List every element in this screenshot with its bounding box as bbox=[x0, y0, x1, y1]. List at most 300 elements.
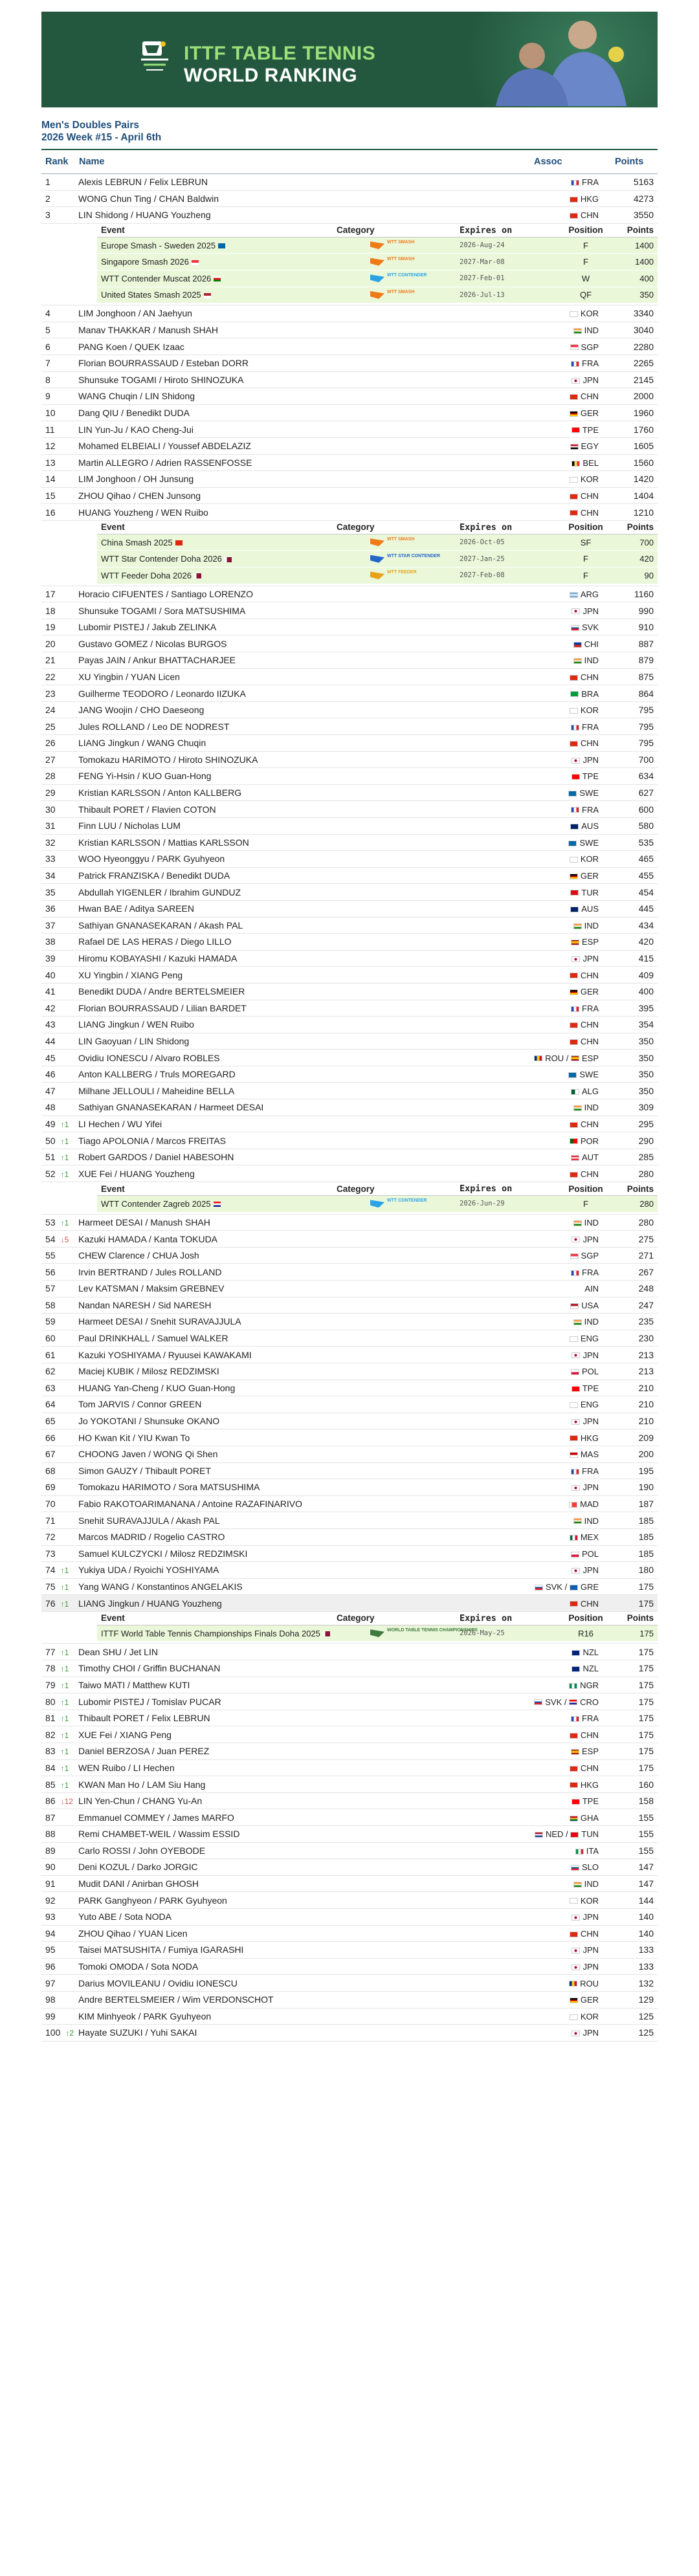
assoc-code: MAS bbox=[580, 1449, 599, 1460]
rank-cell bbox=[41, 884, 78, 901]
pair-name[interactable]: Harmeet DESAI / Manush SHAH bbox=[78, 1214, 533, 1231]
assoc-cell bbox=[533, 1000, 614, 1017]
table-row[interactable] bbox=[41, 934, 658, 951]
name-column-header[interactable]: Name bbox=[78, 150, 533, 174]
pair-name[interactable]: Irvin BERTRAND / Jules ROLLAND bbox=[78, 1264, 533, 1281]
table-row[interactable] bbox=[41, 983, 658, 1000]
rank-value: 72 bbox=[45, 1532, 56, 1543]
pair-name[interactable]: Lubomir PISTEJ / Tomislav PUCAR bbox=[78, 1693, 533, 1710]
country-flag-icon bbox=[570, 494, 578, 500]
rank-value: 63 bbox=[45, 1382, 56, 1393]
assoc-cell bbox=[533, 487, 614, 504]
table-row[interactable] bbox=[41, 668, 658, 685]
table-row[interactable] bbox=[41, 1859, 658, 1876]
pair-name[interactable]: Fabio RAKOTOARIMANANA / Antoine RAZAFINARIVO bbox=[78, 1495, 533, 1512]
pair-name[interactable]: Yuto ABE / Sota NODA bbox=[78, 1908, 533, 1925]
assoc-cell bbox=[533, 751, 614, 768]
table-row[interactable] bbox=[41, 1380, 658, 1396]
pair-name[interactable]: WEN Ruibo / LI Hechen bbox=[78, 1759, 533, 1776]
country-flag-icon bbox=[571, 1419, 580, 1425]
rank-value: 36 bbox=[45, 903, 56, 914]
table-row[interactable] bbox=[41, 1958, 658, 1975]
table-row[interactable] bbox=[41, 2025, 658, 2042]
table-row[interactable] bbox=[41, 1660, 658, 1677]
pair-name[interactable]: Kristian KARLSSON / Anton KALLBERG bbox=[78, 784, 533, 801]
pair-name[interactable]: HUANG Yan-Cheng / KUO Guan-Hong bbox=[78, 1380, 533, 1396]
pair-name[interactable]: Mohamed ELBEIALI / Youssef ABDELAZIZ bbox=[78, 437, 533, 454]
pair-name[interactable]: Abdullah YIGENLER / Ibrahim GUNDUZ bbox=[78, 884, 533, 901]
pair-name[interactable]: Kazuki HAMADA / Kanta TOKUDA bbox=[78, 1231, 533, 1248]
table-row[interactable] bbox=[41, 817, 658, 834]
rank-cell bbox=[41, 1776, 78, 1793]
pair-name[interactable]: XU Yingbin / YUAN Licen bbox=[78, 668, 533, 685]
table-row[interactable] bbox=[41, 1247, 658, 1264]
assoc-cell bbox=[533, 338, 614, 355]
country-flag-icon bbox=[570, 444, 579, 450]
pair-name[interactable]: Ovidiu IONESCU / Alvaro ROBLES bbox=[78, 1050, 533, 1066]
table-row[interactable] bbox=[41, 1644, 658, 1660]
rank-cell bbox=[41, 2025, 78, 2042]
country-flag-icon bbox=[535, 1832, 543, 1838]
pair-name[interactable]: Snehit SURAVAJJULA / Akash PAL bbox=[78, 1512, 533, 1529]
pair-name[interactable]: Kazuki YOSHIYAMA / Ryuusei KAWAKAMI bbox=[78, 1347, 533, 1363]
country-flag-icon bbox=[571, 1799, 580, 1805]
assoc-cell bbox=[533, 1710, 614, 1726]
pair-name[interactable]: Thibault PORET / Flavien COTON bbox=[78, 801, 533, 818]
table-row[interactable] bbox=[41, 1743, 658, 1760]
table-row[interactable] bbox=[41, 1479, 658, 1496]
assoc-code: ITA bbox=[586, 1845, 599, 1856]
rank-value: 41 bbox=[45, 986, 56, 997]
pair-name[interactable]: Thibault PORET / Felix LEBRUN bbox=[78, 1710, 533, 1726]
table-row[interactable] bbox=[41, 1000, 658, 1017]
table-row[interactable] bbox=[41, 454, 658, 471]
rank-cell bbox=[41, 801, 78, 818]
table-row[interactable] bbox=[41, 1792, 658, 1809]
table-row[interactable] bbox=[41, 1066, 658, 1083]
pair-name[interactable]: HO Kwan Kit / YIU Kwan To bbox=[78, 1429, 533, 1446]
pair-name[interactable]: XUE Fei / XIANG Peng bbox=[78, 1726, 533, 1743]
points-cell: 175 bbox=[614, 1759, 658, 1776]
pair-name[interactable]: Alexis LEBRUN / Felix LEBRUN bbox=[78, 174, 533, 191]
position-column-header: Position bbox=[557, 1182, 615, 1196]
table-row[interactable] bbox=[41, 1726, 658, 1743]
assoc-code: KOR bbox=[580, 1895, 599, 1906]
event-category-cell bbox=[337, 254, 460, 270]
pair-name[interactable]: LIN Yun-Ju / KAO Cheng-Jui bbox=[78, 421, 533, 438]
table-row[interactable] bbox=[41, 1314, 658, 1330]
pair-name[interactable]: Yukiya UDA / Ryoichi YOSHIYAMA bbox=[78, 1562, 533, 1579]
assoc-cell bbox=[533, 983, 614, 1000]
table-row[interactable] bbox=[41, 1495, 658, 1512]
pair-name[interactable]: Sathiyan GNANASEKARAN / Akash PAL bbox=[78, 917, 533, 934]
pair-name[interactable]: Jules ROLLAND / Leo DE NODREST bbox=[78, 718, 533, 735]
assoc-column-header[interactable]: Assoc bbox=[533, 150, 614, 174]
pair-name[interactable]: Nandan NARESH / Sid NARESH bbox=[78, 1297, 533, 1314]
event-name[interactable]: WTT Contender Zagreb 2025 bbox=[101, 1198, 211, 1209]
pair-name[interactable]: Hayate SUZUKI / Yuhi SAKAI bbox=[78, 2025, 533, 2042]
table-row[interactable] bbox=[41, 1264, 658, 1281]
pair-name[interactable]: Hiromu KOBAYASHI / Kazuki HAMADA bbox=[78, 950, 533, 967]
points-cell: 700 bbox=[614, 751, 658, 768]
event-row[interactable] bbox=[97, 237, 658, 254]
pair-name[interactable]: Patrick FRANZISKA / Benedikt DUDA bbox=[78, 867, 533, 884]
table-row[interactable] bbox=[41, 190, 658, 207]
table-row[interactable] bbox=[41, 851, 658, 868]
pair-name[interactable]: WOO Hyeonggyu / PARK Gyuhyeon bbox=[78, 851, 533, 868]
table-row[interactable] bbox=[41, 735, 658, 752]
table-row[interactable] bbox=[41, 2008, 658, 2025]
rank-value: 1 bbox=[45, 177, 50, 188]
event-row[interactable] bbox=[97, 254, 658, 270]
table-row[interactable] bbox=[41, 1809, 658, 1826]
table-row[interactable] bbox=[41, 1842, 658, 1859]
event-name[interactable]: United States Smash 2025 bbox=[101, 290, 201, 300]
table-row[interactable] bbox=[41, 1281, 658, 1297]
rank-cell bbox=[41, 207, 78, 224]
assoc-code: BEL bbox=[582, 457, 599, 468]
table-row[interactable] bbox=[41, 1149, 658, 1165]
pair-name[interactable]: Carlo ROSSI / John OYEBODE bbox=[78, 1842, 533, 1859]
pair-name[interactable]: Florian BOURRASSAUD / Lilian BARDET bbox=[78, 1000, 533, 1017]
table-row[interactable] bbox=[41, 1132, 658, 1149]
assoc-code: MEX bbox=[580, 1532, 599, 1543]
table-row[interactable] bbox=[41, 900, 658, 917]
table-row[interactable] bbox=[41, 950, 658, 967]
table-row[interactable] bbox=[41, 1512, 658, 1529]
assoc-cell bbox=[533, 1446, 614, 1462]
table-row[interactable] bbox=[41, 751, 658, 768]
pair-name[interactable]: Anton KALLBERG / Truls MOREGARD bbox=[78, 1066, 533, 1083]
table-row[interactable] bbox=[41, 1942, 658, 1959]
pair-name[interactable]: Paul DRINKHALL / Samuel WALKER bbox=[78, 1330, 533, 1347]
table-row[interactable] bbox=[41, 1050, 658, 1066]
assoc-code: SGP bbox=[581, 342, 599, 352]
rank-cell bbox=[41, 1842, 78, 1859]
table-row[interactable] bbox=[41, 1710, 658, 1726]
table-row[interactable] bbox=[41, 1595, 658, 1612]
pair-name[interactable]: Yang WANG / Konstantinos ANGELAKIS bbox=[78, 1578, 533, 1595]
event-row[interactable] bbox=[97, 287, 658, 303]
table-row[interactable] bbox=[41, 1116, 658, 1132]
pair-name[interactable]: CHEW Clarence / CHUA Josh bbox=[78, 1247, 533, 1264]
pair-name[interactable]: Milhane JELLOULI / Maheidine BELLA bbox=[78, 1083, 533, 1099]
pair-name[interactable]: Sathiyan GNANASEKARAN / Harmeet DESAI bbox=[78, 1099, 533, 1116]
rank-change-indicator: ↓12 bbox=[60, 1797, 73, 1807]
pair-name[interactable]: Andre BERTELSMEIER / Wim VERDONSCHOT bbox=[78, 1991, 533, 2008]
table-row[interactable] bbox=[41, 1875, 658, 1892]
pair-name[interactable]: Deni KOZUL / Darko JORGIC bbox=[78, 1859, 533, 1876]
pair-name[interactable]: Kristian KARLSSON / Mattias KARLSSON bbox=[78, 834, 533, 851]
rank-cell bbox=[41, 1975, 78, 1992]
points-cell: 1160 bbox=[614, 586, 658, 602]
pair-name[interactable]: PANG Koen / QUEK Izaac bbox=[78, 338, 533, 355]
event-name[interactable]: Europe Smash - Sweden 2025 bbox=[101, 240, 216, 250]
rank-cell bbox=[41, 1726, 78, 1743]
event-name[interactable]: WTT Star Contender Doha 2026 bbox=[101, 554, 222, 564]
pair-name[interactable]: Dang QIU / Benedikt DUDA bbox=[78, 404, 533, 421]
rank-cell bbox=[41, 1826, 78, 1843]
event-name[interactable]: Singapore Smash 2026 bbox=[101, 257, 189, 267]
event-row[interactable] bbox=[97, 270, 658, 287]
event-name[interactable]: ITTF World Table Tennis Championships Finals Doha 2025 bbox=[101, 1628, 320, 1638]
pair-name[interactable]: PARK Ganghyeon / PARK Gyuhyeon bbox=[78, 1892, 533, 1909]
table-row[interactable] bbox=[41, 1429, 658, 1446]
rank-cell bbox=[41, 950, 78, 967]
table-row[interactable] bbox=[41, 487, 658, 504]
pair-name[interactable]: Shunsuke TOGAMI / Hiroto SHINOZUKA bbox=[78, 371, 533, 388]
rank-value: 40 bbox=[45, 969, 56, 980]
table-row[interactable] bbox=[41, 1826, 658, 1843]
event-name[interactable]: China Smash 2025 bbox=[101, 537, 173, 547]
table-row[interactable] bbox=[41, 784, 658, 801]
assoc-code: KOR bbox=[580, 2011, 599, 2021]
pair-name[interactable]: Robert GARDOS / Daniel HABESOHN bbox=[78, 1149, 533, 1165]
country-flag-icon bbox=[571, 427, 580, 433]
pair-name[interactable]: XUE Fei / HUANG Youzheng bbox=[78, 1165, 533, 1182]
table-row[interactable] bbox=[41, 884, 658, 901]
pair-name[interactable]: Benedikt DUDA / Andre BERTELSMEIER bbox=[78, 983, 533, 1000]
pair-name[interactable]: Darius MOVILEANU / Ovidiu IONESCU bbox=[78, 1975, 533, 1992]
table-row[interactable] bbox=[41, 1578, 658, 1595]
country-flag-icon bbox=[570, 1601, 578, 1607]
table-row[interactable] bbox=[41, 652, 658, 669]
event-row[interactable] bbox=[97, 567, 658, 584]
pair-name[interactable]: Lubomir PISTEJ / Jakub ZELINKA bbox=[78, 619, 533, 635]
pair-name[interactable]: Dean SHU / Jet LIN bbox=[78, 1644, 533, 1660]
points-column-header[interactable]: Points bbox=[614, 150, 658, 174]
table-row[interactable] bbox=[41, 1033, 658, 1050]
country-flag-icon bbox=[570, 2014, 578, 2020]
pair-name[interactable]: ZHOU Qihao / CHEN Junsong bbox=[78, 487, 533, 504]
table-row[interactable] bbox=[41, 207, 658, 224]
rank-value: 60 bbox=[45, 1333, 56, 1344]
assoc-code: AUT bbox=[582, 1152, 599, 1163]
table-row[interactable] bbox=[41, 1297, 658, 1314]
table-row[interactable] bbox=[41, 371, 658, 388]
pair-name[interactable]: Samuel KULCZYCKI / Milosz REDZIMSKI bbox=[78, 1545, 533, 1562]
pair-name[interactable]: Horacio CIFUENTES / Santiago LORENZO bbox=[78, 586, 533, 602]
table-row[interactable] bbox=[41, 504, 658, 521]
event-position-cell: F bbox=[557, 567, 615, 584]
rank-value: 78 bbox=[45, 1663, 56, 1674]
country-flag-icon bbox=[573, 1105, 582, 1111]
table-row[interactable] bbox=[41, 1413, 658, 1429]
table-row[interactable] bbox=[41, 1363, 658, 1380]
table-row[interactable] bbox=[41, 1975, 658, 1992]
table-row[interactable] bbox=[41, 1231, 658, 1248]
table-row[interactable] bbox=[41, 834, 658, 851]
table-row[interactable] bbox=[41, 867, 658, 884]
pair-name[interactable]: Mudit DANI / Anirban GHOSH bbox=[78, 1875, 533, 1892]
table-row[interactable] bbox=[41, 305, 658, 322]
table-row[interactable] bbox=[41, 1446, 658, 1462]
table-row[interactable] bbox=[41, 586, 658, 602]
pair-name[interactable]: Simon GAUZY / Thibault PORET bbox=[78, 1462, 533, 1479]
table-row[interactable] bbox=[41, 685, 658, 702]
pair-name[interactable]: KWAN Man Ho / LAM Siu Hang bbox=[78, 1776, 533, 1793]
table-row[interactable] bbox=[41, 1017, 658, 1033]
pair-name[interactable]: JANG Woojin / CHO Daeseong bbox=[78, 701, 533, 718]
pair-name[interactable]: LIN Gaoyuan / LIN Shidong bbox=[78, 1033, 533, 1050]
pair-name[interactable]: WONG Chun Ting / CHAN Baldwin bbox=[78, 190, 533, 207]
points-cell: 4273 bbox=[614, 190, 658, 207]
pair-name[interactable]: WANG Chuqin / LIN Shidong bbox=[78, 388, 533, 405]
table-row[interactable] bbox=[41, 1677, 658, 1693]
table-row[interactable] bbox=[41, 1214, 658, 1231]
table-row[interactable] bbox=[41, 355, 658, 371]
table-row[interactable] bbox=[41, 1776, 658, 1793]
points-cell: 267 bbox=[614, 1264, 658, 1281]
pair-name[interactable]: Jo YOKOTANI / Shunsuke OKANO bbox=[78, 1413, 533, 1429]
rank-cell bbox=[41, 1545, 78, 1562]
table-row[interactable] bbox=[41, 1396, 658, 1413]
pair-name[interactable]: KIM Minhyeok / PARK Gyuhyeon bbox=[78, 2008, 533, 2025]
pair-name[interactable]: Martin ALLEGRO / Adrien RASSENFOSSE bbox=[78, 454, 533, 471]
assoc-code: HKG bbox=[580, 1779, 599, 1790]
country-flag-icon bbox=[571, 1749, 579, 1755]
points-cell: 3040 bbox=[614, 322, 658, 338]
country-flag-icon bbox=[571, 1552, 579, 1558]
table-row[interactable] bbox=[41, 404, 658, 421]
table-row[interactable] bbox=[41, 1462, 658, 1479]
event-points-cell: 175 bbox=[615, 1625, 658, 1642]
rank-value: 39 bbox=[45, 953, 56, 964]
assoc-code: CHN bbox=[580, 1020, 599, 1030]
rank-value: 27 bbox=[45, 754, 56, 765]
rank-value: 46 bbox=[45, 1069, 56, 1080]
event-name[interactable]: WTT Feeder Doha 2026 bbox=[101, 570, 192, 580]
table-row[interactable] bbox=[41, 1347, 658, 1363]
pair-name[interactable]: CHOONG Javen / WONG Qi Shen bbox=[78, 1446, 533, 1462]
event-row[interactable] bbox=[97, 551, 658, 567]
table-row[interactable] bbox=[41, 967, 658, 984]
points-cell: 160 bbox=[614, 1776, 658, 1793]
pair-name[interactable]: Remi CHAMBET-WEIL / Wassim ESSID bbox=[78, 1826, 533, 1843]
pair-name[interactable]: LIANG Jingkun / WEN Ruibo bbox=[78, 1017, 533, 1033]
event-flag-icon bbox=[214, 1202, 221, 1207]
pair-name[interactable]: Shunsuke TOGAMI / Sora MATSUSHIMA bbox=[78, 602, 533, 619]
table-row[interactable] bbox=[41, 338, 658, 355]
event-row[interactable] bbox=[97, 1625, 658, 1642]
pair-name[interactable]: LIN Shidong / HUANG Youzheng bbox=[78, 207, 533, 224]
pair-name[interactable]: Gustavo GOMEZ / Nicolas BURGOS bbox=[78, 635, 533, 652]
pair-name[interactable]: LI Hechen / WU Yifei bbox=[78, 1116, 533, 1132]
rank-column-header[interactable]: Rank bbox=[41, 150, 78, 174]
pair-name[interactable]: Harmeet DESAI / Snehit SURAVAJJULA bbox=[78, 1314, 533, 1330]
pair-name[interactable]: Hwan BAE / Aditya SAREEN bbox=[78, 900, 533, 917]
pair-name[interactable]: Marcos MADRID / Rogelio CASTRO bbox=[78, 1528, 533, 1545]
event-row[interactable] bbox=[97, 1196, 658, 1213]
pair-name[interactable]: LIN Yen-Chun / CHANG Yu-An bbox=[78, 1792, 533, 1809]
table-row[interactable] bbox=[41, 619, 658, 635]
pair-name[interactable]: XU Yingbin / XIANG Peng bbox=[78, 967, 533, 984]
assoc-cell bbox=[533, 355, 614, 371]
pair-name[interactable]: Guilherme TEODORO / Leonardo IIZUKA bbox=[78, 685, 533, 702]
pair-name[interactable]: LIM Jonghoon / AN Jaehyun bbox=[78, 305, 533, 322]
table-row[interactable] bbox=[41, 635, 658, 652]
pair-name[interactable]: Florian BOURRASSAUD / Esteban DORR bbox=[78, 355, 533, 371]
table-row[interactable] bbox=[41, 471, 658, 488]
table-row[interactable] bbox=[41, 1991, 658, 2008]
pair-name[interactable]: Payas JAIN / Ankur BHATTACHARJEE bbox=[78, 652, 533, 669]
pair-name[interactable]: LIANG Jingkun / WANG Chuqin bbox=[78, 735, 533, 752]
table-row[interactable] bbox=[41, 1892, 658, 1909]
pair-name[interactable]: Tiago APOLONIA / Marcos FREITAS bbox=[78, 1132, 533, 1149]
table-row[interactable] bbox=[41, 421, 658, 438]
table-row[interactable] bbox=[41, 437, 658, 454]
pair-name[interactable]: ZHOU Qihao / YUAN Licen bbox=[78, 1925, 533, 1942]
assoc-cell bbox=[533, 437, 614, 454]
country-flag-icon bbox=[570, 1303, 579, 1309]
pair-name[interactable]: FENG Yi-Hsin / KUO Guan-Hong bbox=[78, 768, 533, 785]
table-row[interactable] bbox=[41, 1165, 658, 1182]
table-row[interactable] bbox=[41, 602, 658, 619]
table-row[interactable] bbox=[41, 768, 658, 785]
category-swoosh-icon bbox=[370, 241, 384, 249]
table-row[interactable] bbox=[41, 1908, 658, 1925]
table-row[interactable] bbox=[41, 1330, 658, 1347]
pair-name[interactable]: HUANG Youzheng / WEN Ruibo bbox=[78, 504, 533, 521]
event-flag-icon bbox=[204, 293, 211, 298]
rank-cell bbox=[41, 1562, 78, 1579]
pair-name[interactable]: Tomoki OMODA / Sota NODA bbox=[78, 1958, 533, 1975]
pair-name[interactable]: Maciej KUBIK / Milosz REDZIMSKI bbox=[78, 1363, 533, 1380]
table-row[interactable] bbox=[41, 801, 658, 818]
table-row[interactable] bbox=[41, 1545, 658, 1562]
pair-name[interactable]: Manav THAKKAR / Manush SHAH bbox=[78, 322, 533, 338]
rank-value: 49 bbox=[45, 1118, 56, 1129]
country-flag-icon bbox=[571, 1270, 579, 1276]
table-row[interactable] bbox=[41, 174, 658, 191]
assoc-cell bbox=[533, 1925, 614, 1942]
pair-name[interactable]: Timothy CHOI / Griffin BUCHANAN bbox=[78, 1660, 533, 1677]
pair-name[interactable]: Daniel BERZOSA / Juan PEREZ bbox=[78, 1743, 533, 1760]
rank-value: 95 bbox=[45, 1944, 56, 1955]
table-row[interactable] bbox=[41, 1528, 658, 1545]
pair-name[interactable]: Finn LUU / Nicholas LUM bbox=[78, 817, 533, 834]
table-row[interactable] bbox=[41, 1925, 658, 1942]
pair-name[interactable]: Emmanuel COMMEY / James MARFO bbox=[78, 1809, 533, 1826]
table-row[interactable] bbox=[41, 701, 658, 718]
table-row[interactable] bbox=[41, 718, 658, 735]
pair-name[interactable]: Tomokazu HARIMOTO / Hiroto SHINOZUKA bbox=[78, 751, 533, 768]
points-cell: 1210 bbox=[614, 504, 658, 521]
pair-name[interactable]: Taisei MATSUSHITA / Fumiya IGARASHI bbox=[78, 1942, 533, 1959]
country-flag-icon bbox=[569, 1502, 577, 1508]
pair-name[interactable]: Tom JARVIS / Connor GREEN bbox=[78, 1396, 533, 1413]
pair-name[interactable]: LIANG Jingkun / HUANG Youzheng bbox=[78, 1595, 533, 1612]
table-row[interactable] bbox=[41, 1693, 658, 1710]
points-cell: 175 bbox=[614, 1644, 658, 1660]
table-row[interactable] bbox=[41, 1083, 658, 1099]
pair-name[interactable]: LIM Jonghoon / OH Junsung bbox=[78, 471, 533, 488]
pair-name[interactable]: Lev KATSMAN / Maksim GREBNEV bbox=[78, 1281, 533, 1297]
table-row[interactable] bbox=[41, 1562, 658, 1579]
event-row[interactable] bbox=[97, 534, 658, 551]
event-breakdown-cell bbox=[41, 1611, 658, 1644]
table-row[interactable] bbox=[41, 322, 658, 338]
pair-name[interactable]: Tomokazu HARIMOTO / Sora MATSUSHIMA bbox=[78, 1479, 533, 1496]
table-row[interactable] bbox=[41, 1759, 658, 1776]
pair-name[interactable]: Rafael DE LAS HERAS / Diego LILLO bbox=[78, 934, 533, 951]
table-row[interactable] bbox=[41, 1099, 658, 1116]
rank-cell bbox=[41, 1132, 78, 1149]
table-row[interactable] bbox=[41, 917, 658, 934]
table-row[interactable] bbox=[41, 388, 658, 405]
event-name[interactable]: WTT Contender Muscat 2026 bbox=[101, 273, 212, 283]
pair-name[interactable]: Taiwo MATI / Matthew KUTI bbox=[78, 1677, 533, 1693]
